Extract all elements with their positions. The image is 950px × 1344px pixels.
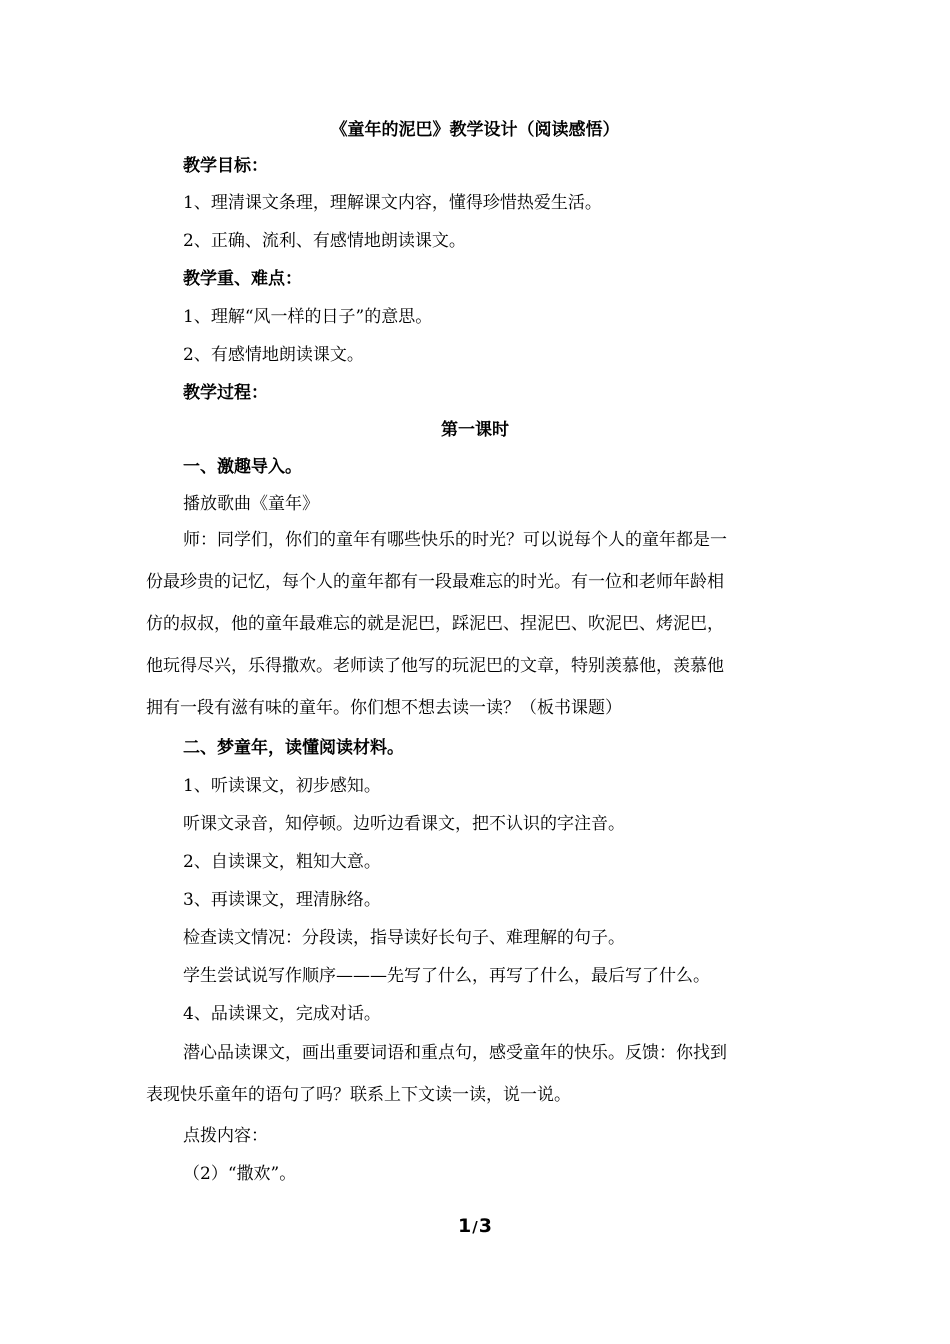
paragraph-line: 份最珍贵的记忆，每个人的童年都有一段最难忘的时光。有一位和老师年龄相: [146, 572, 724, 592]
paragraph-line: 他玩得尽兴，乐得撒欢。老师读了他写的玩泥巴的文章，特别羡慕他，羡慕他: [146, 656, 724, 676]
paragraph-line: 表现快乐童年的语句了吗？联系上下文读一读，说一说。: [146, 1085, 571, 1105]
heading-section-one: 一、激趣导入。: [183, 457, 302, 477]
paragraph-line: 拥有一段有滋有味的童年。你们想不想去读一读？（板书课题）: [146, 698, 622, 718]
page-current: 1: [458, 1215, 472, 1237]
page-separator: /: [472, 1218, 478, 1236]
page-total: 3: [478, 1215, 492, 1237]
paragraph-line: 仿的叔叔，他的童年最难忘的就是泥巴，踩泥巴、捏泥巴、吹泥巴、烤泥巴，: [146, 614, 724, 634]
paragraph-line: 潜心品读课文，画出重要词语和重点句，感受童年的快乐。反馈：你找到: [183, 1043, 727, 1063]
document-title: 《童年的泥巴》教学设计（阅读感悟）: [330, 120, 620, 140]
paragraph-line: 4、品读课文，完成对话。: [183, 1004, 381, 1024]
paragraph-line: 点拨内容：: [183, 1126, 268, 1146]
paragraph-line: 听课文录音，知停顿。边听边看课文，把不认识的字注音。: [183, 814, 625, 834]
paragraph-line: 1、理解“风一样的日子”的意思。: [183, 307, 433, 327]
paragraph-line: 2、自读课文，粗知大意。: [183, 852, 381, 872]
paragraph-line: （2）“撒欢”。: [183, 1164, 297, 1184]
paragraph-line: 播放歌曲《童年》: [183, 494, 319, 514]
section-heading-first-lesson: 第一课时: [441, 420, 509, 440]
paragraph-line: 师：同学们，你们的童年有哪些快乐的时光？可以说每个人的童年都是一: [183, 530, 727, 550]
paragraph-line: 2、有感情地朗读课文。: [183, 345, 364, 365]
paragraph-line: 2、正确、流利、有感情地朗读课文。: [183, 231, 466, 251]
page-number: [0, 1215, 950, 1237]
paragraph-line: 3、再读课文，理清脉络。: [183, 890, 381, 910]
paragraph-line: 学生尝试说写作顺序———先写了什么，再写了什么，最后写了什么。: [183, 966, 710, 986]
heading-teaching-process: 教学过程：: [183, 383, 268, 403]
heading-key-points: 教学重、难点：: [183, 269, 302, 289]
heading-section-two: 二、梦童年，读懂阅读材料。: [183, 738, 404, 758]
paragraph-line: 1、听读课文，初步感知。: [183, 776, 381, 796]
paragraph-line: 1、理清课文条理，理解课文内容，懂得珍惜热爱生活。: [183, 193, 602, 213]
paragraph-line: 检查读文情况：分段读，指导读好长句子、难理解的句子。: [183, 928, 625, 948]
heading-teaching-goals: 教学目标：: [183, 156, 268, 176]
